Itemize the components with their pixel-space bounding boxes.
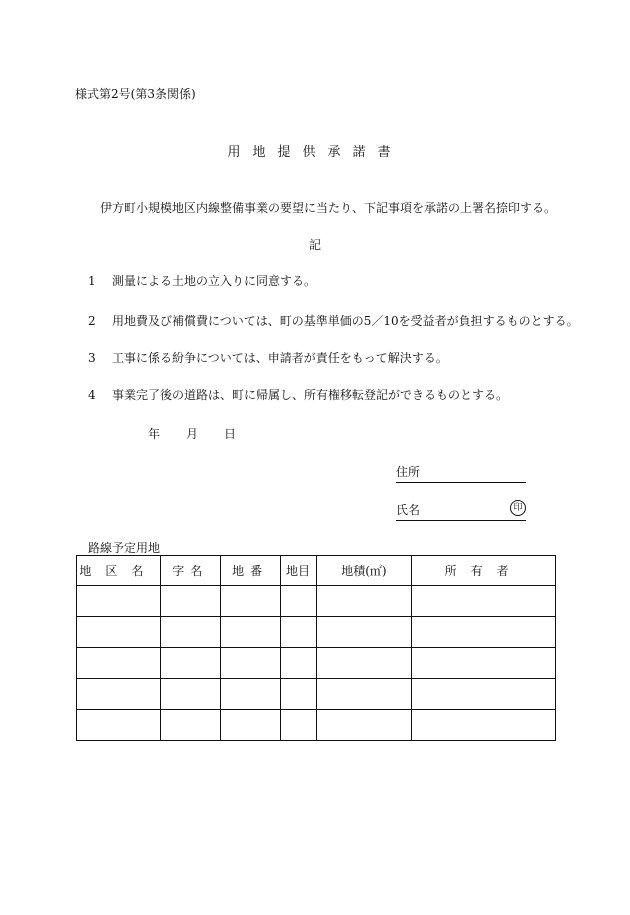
- table-cell[interactable]: [77, 710, 161, 741]
- table-cell[interactable]: [412, 586, 556, 617]
- list-item: [88, 312, 579, 329]
- list-item: [88, 272, 316, 289]
- table-cell[interactable]: [316, 679, 412, 710]
- table-cell[interactable]: [77, 586, 161, 617]
- item-text: 事業完了後の道路は、町に帰属し、所有権移転登記ができるものとする。: [112, 388, 509, 402]
- table-cell[interactable]: [316, 617, 412, 648]
- name-field[interactable]: [396, 501, 526, 521]
- table-cell[interactable]: [280, 617, 316, 648]
- form-number: 様式第2号(第3条関係): [75, 87, 196, 101]
- table-row: [77, 710, 556, 741]
- table-cell[interactable]: [77, 648, 161, 679]
- table-cell[interactable]: [316, 648, 412, 679]
- header-land-category: 地目: [280, 556, 316, 586]
- table-cell[interactable]: [280, 648, 316, 679]
- list-item: [88, 349, 448, 366]
- table-row: [77, 679, 556, 710]
- table-cell[interactable]: [160, 586, 220, 617]
- header-owner: 所有者: [412, 556, 556, 586]
- table-cell[interactable]: [316, 586, 412, 617]
- item-number: 2: [88, 314, 96, 328]
- document-title: 用地提供承諾書: [227, 145, 403, 160]
- table-cell[interactable]: [160, 648, 220, 679]
- table-cell[interactable]: [220, 617, 280, 648]
- item-text: 用地費及び補償費については、町の基準単価の5／10を受益者が負担するものとする。: [112, 314, 579, 328]
- date-month-label: 月: [186, 427, 199, 441]
- item-number: 3: [88, 351, 96, 365]
- address-field[interactable]: [396, 463, 526, 483]
- land-table: [76, 555, 556, 741]
- table-cell[interactable]: [160, 679, 220, 710]
- table-header-row: [77, 556, 556, 586]
- table-cell[interactable]: [280, 679, 316, 710]
- header-district: 地区名: [77, 556, 161, 586]
- header-lot-number: 地番: [220, 556, 280, 586]
- address-label: 住所: [396, 465, 421, 479]
- header-area: 地積(㎡): [316, 556, 412, 586]
- table-cell[interactable]: [220, 586, 280, 617]
- date-day-label: 日: [224, 427, 237, 441]
- table-caption: 路線予定用地: [88, 541, 161, 555]
- table-cell[interactable]: [412, 617, 556, 648]
- table-cell[interactable]: [160, 710, 220, 741]
- table-cell[interactable]: [160, 617, 220, 648]
- table-cell[interactable]: [412, 679, 556, 710]
- intro-text: 伊方町小規模地区内線整備事業の要望に当たり、下記事項を承諾の上署名捺印する。: [100, 201, 557, 215]
- date-year-label: 年: [148, 427, 161, 441]
- table-row: [77, 586, 556, 617]
- table-cell[interactable]: [412, 648, 556, 679]
- table-cell[interactable]: [220, 679, 280, 710]
- name-label: 氏名: [396, 503, 421, 517]
- table-cell[interactable]: [77, 617, 161, 648]
- item-number: 4: [88, 388, 96, 402]
- item-text: 工事に係る紛争については、申請者が責任をもって解決する。: [112, 351, 448, 365]
- table-cell[interactable]: [280, 710, 316, 741]
- ki-heading: 記: [308, 238, 321, 252]
- table-cell[interactable]: [280, 586, 316, 617]
- seal-mark: 印: [510, 500, 526, 516]
- header-aza: 字名: [160, 556, 220, 586]
- table-cell[interactable]: [220, 710, 280, 741]
- item-text: 測量による土地の立入りに同意する。: [112, 274, 317, 288]
- list-item: [88, 386, 508, 403]
- date-line: [148, 425, 262, 442]
- table-cell[interactable]: [77, 679, 161, 710]
- table-cell[interactable]: [412, 710, 556, 741]
- table-cell[interactable]: [220, 648, 280, 679]
- table-row: [77, 617, 556, 648]
- table-row: [77, 648, 556, 679]
- item-number: 1: [88, 274, 96, 288]
- table-cell[interactable]: [316, 710, 412, 741]
